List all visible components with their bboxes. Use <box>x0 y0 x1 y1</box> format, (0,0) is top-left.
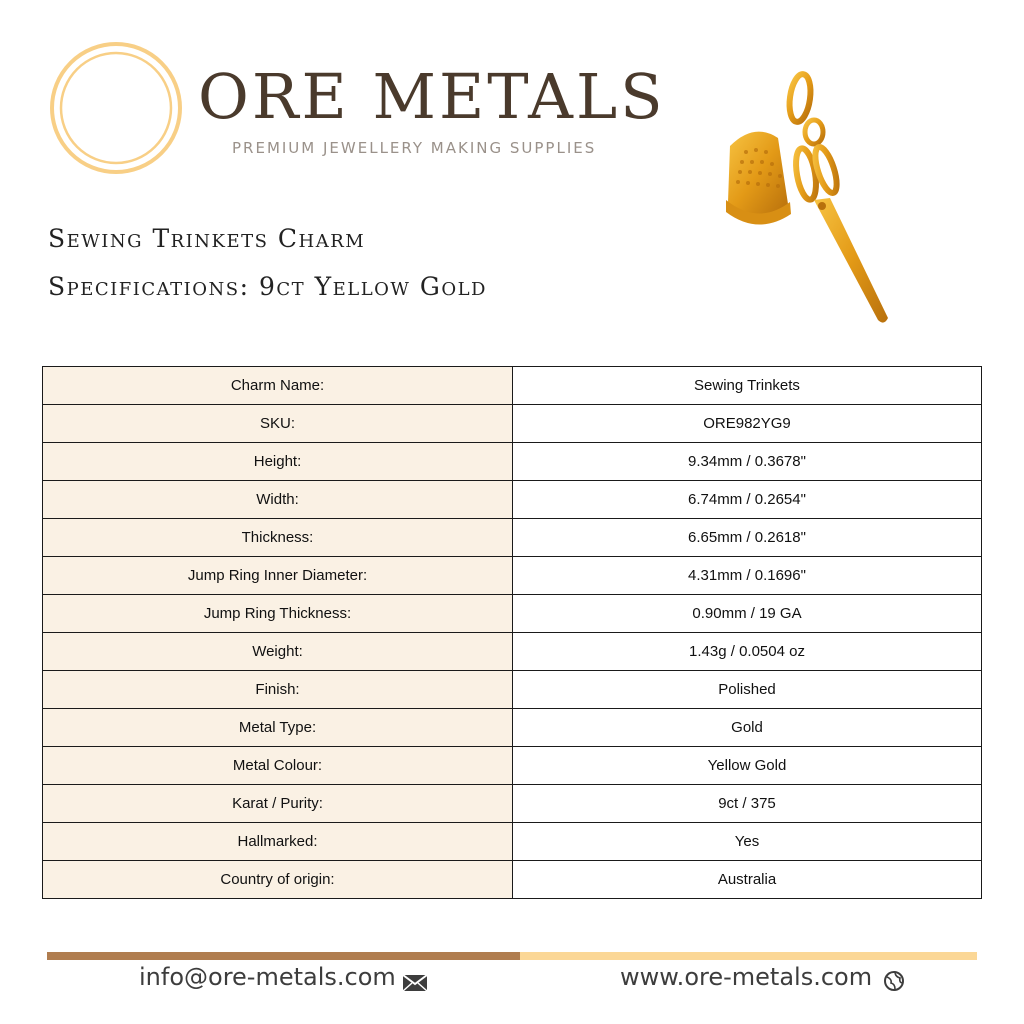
spec-value: 1.43g / 0.0504 oz <box>513 633 982 671</box>
specifications-table <box>42 366 982 899</box>
spec-value: ORE982YG9 <box>513 405 982 443</box>
spec-value: Gold <box>513 709 982 747</box>
spec-row <box>43 633 982 671</box>
spec-label: Width: <box>43 481 513 519</box>
spec-row <box>43 823 982 861</box>
spec-row <box>43 519 982 557</box>
spec-row <box>43 405 982 443</box>
spec-label: Metal Type: <box>43 709 513 747</box>
charm-product-image <box>696 66 906 332</box>
spec-label: SKU: <box>43 405 513 443</box>
spec-value: Polished <box>513 671 982 709</box>
spec-label: Thickness: <box>43 519 513 557</box>
product-title: Sewing Trinkets Charm <box>48 224 366 253</box>
email-link[interactable]: info@ore-metals.com <box>139 963 396 991</box>
spec-row <box>43 709 982 747</box>
spec-row <box>43 861 982 899</box>
spec-value: Sewing Trinkets <box>513 367 982 405</box>
spec-row <box>43 671 982 709</box>
envelope-icon <box>402 974 428 992</box>
spec-value: Australia <box>513 861 982 899</box>
spec-label: Hallmarked: <box>43 823 513 861</box>
spec-value: 6.74mm / 0.2654" <box>513 481 982 519</box>
spec-value: 9.34mm / 0.3678" <box>513 443 982 481</box>
footer-bar-left <box>47 952 520 960</box>
brand-tagline: PREMIUM JEWELLERY MAKING SUPPLIES <box>232 139 597 157</box>
spec-label: Charm Name: <box>43 367 513 405</box>
spec-label: Height: <box>43 443 513 481</box>
spec-value: 0.90mm / 19 GA <box>513 595 982 633</box>
logo-ring-icon <box>48 40 184 176</box>
spec-label: Metal Colour: <box>43 747 513 785</box>
spec-label: Jump Ring Thickness: <box>43 595 513 633</box>
globe-icon <box>883 970 905 992</box>
brand-name: ORE METALS <box>198 60 666 133</box>
spec-label: Weight: <box>43 633 513 671</box>
spec-value: 9ct / 375 <box>513 785 982 823</box>
spec-row <box>43 443 982 481</box>
spec-label: Finish: <box>43 671 513 709</box>
spec-value: Yellow Gold <box>513 747 982 785</box>
website-link[interactable]: www.ore-metals.com <box>620 963 873 991</box>
spec-row <box>43 557 982 595</box>
footer-bar-right <box>520 952 977 960</box>
spec-value: 4.31mm / 0.1696" <box>513 557 982 595</box>
spec-value: Yes <box>513 823 982 861</box>
spec-row <box>43 367 982 405</box>
spec-row <box>43 595 982 633</box>
spec-row <box>43 481 982 519</box>
spec-label: Karat / Purity: <box>43 785 513 823</box>
spec-row <box>43 785 982 823</box>
spec-label: Jump Ring Inner Diameter: <box>43 557 513 595</box>
spec-row <box>43 747 982 785</box>
spec-label: Country of origin: <box>43 861 513 899</box>
product-specifications: Specifications: 9ct Yellow Gold <box>48 272 487 301</box>
spec-value: 6.65mm / 0.2618" <box>513 519 982 557</box>
